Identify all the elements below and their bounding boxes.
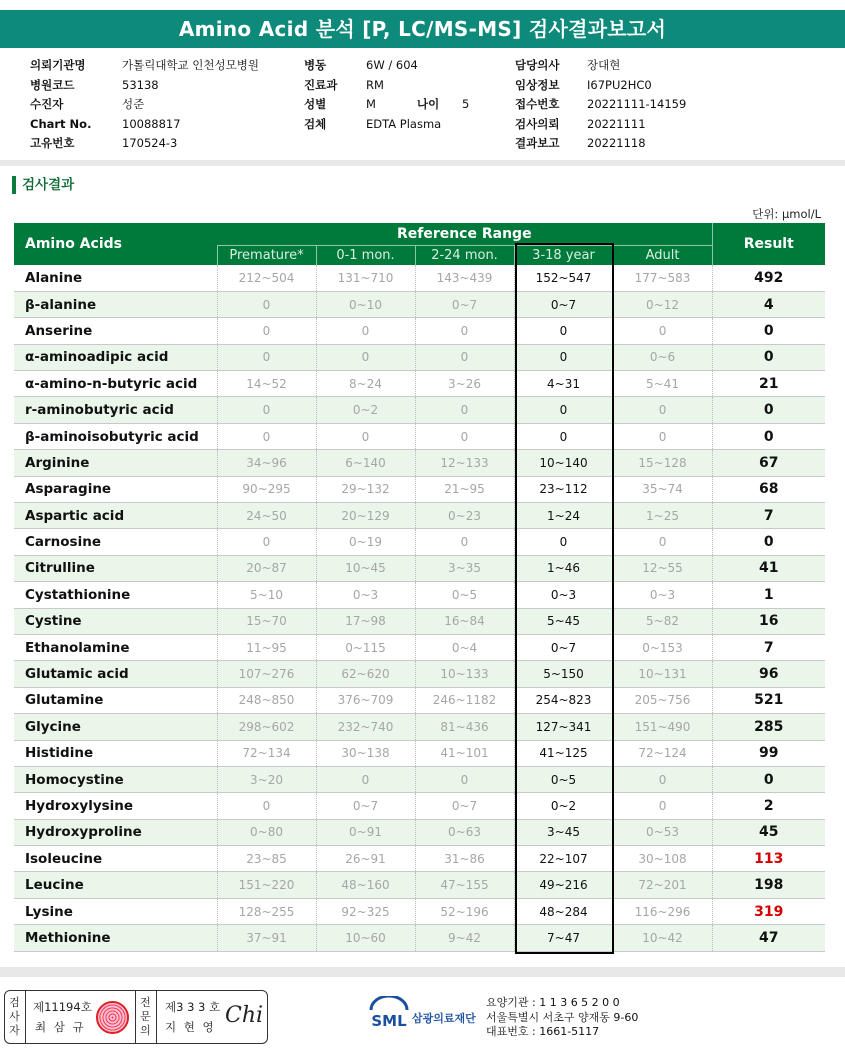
result-value: 7 <box>712 503 825 529</box>
reference-range-cell: 246~1182 <box>415 687 514 713</box>
reference-range-cell: 205~756 <box>613 687 712 713</box>
reference-range-cell: 81~436 <box>415 714 514 740</box>
amino-acid-name: Histidine <box>14 740 217 766</box>
seal-stamp-icon <box>96 1001 129 1034</box>
reference-range-cell: 0 <box>415 397 514 423</box>
table-row <box>14 423 825 449</box>
result-value: 0 <box>712 529 825 555</box>
reference-range-cell: 10~131 <box>613 661 712 687</box>
reference-range-cell: 0 <box>415 344 514 370</box>
reference-range-cell: 0~7 <box>415 793 514 819</box>
reference-range-cell: 21~95 <box>415 476 514 502</box>
reference-range-cell: 0 <box>217 318 316 344</box>
result-value: 285 <box>712 714 825 740</box>
info-value: 20221111 <box>587 116 646 131</box>
info-row <box>515 56 621 76</box>
reference-range-cell: 0 <box>613 793 712 819</box>
amino-acid-name: Methionine <box>14 925 217 951</box>
table-row <box>14 898 825 924</box>
info-label: 담당의사 <box>515 58 560 72</box>
reference-range-cell: 0~7 <box>415 291 514 317</box>
reference-range-cell: 0~7 <box>514 291 613 317</box>
info-row <box>30 115 181 135</box>
reference-range-cell: 0~80 <box>217 819 316 845</box>
reference-range-cell: 0 <box>217 423 316 449</box>
reference-range-cell: 41~101 <box>415 740 514 766</box>
specialist-license: 제3 3 3 호 <box>165 1000 221 1014</box>
examiner-label: 검사자 <box>9 996 20 1037</box>
reference-range-cell: 0~4 <box>415 634 514 660</box>
info-value: 10088817 <box>122 116 181 131</box>
report-title: Amino Acid 분석 [P, LC/MS-MS] 검사결과보고서 <box>0 10 845 48</box>
result-value: 68 <box>712 476 825 502</box>
reference-range-cell: 0 <box>415 423 514 449</box>
reference-range-cell: 0 <box>514 344 613 370</box>
reference-range-cell: 0 <box>613 529 712 555</box>
divider-band <box>0 160 845 166</box>
reference-range-cell: 0 <box>316 318 415 344</box>
patient-info <box>0 56 845 156</box>
reference-range-cell: 48~160 <box>316 872 415 898</box>
reference-range-cell: 116~296 <box>613 898 712 924</box>
info-label: 검사의뢰 <box>515 116 560 131</box>
reference-range-cell: 20~87 <box>217 555 316 581</box>
info-value: 53138 <box>122 77 159 92</box>
reference-range-cell: 34~96 <box>217 450 316 476</box>
info-row <box>30 134 178 154</box>
table-row <box>14 819 825 845</box>
amino-acid-results-table <box>14 223 825 952</box>
table-row <box>14 291 825 317</box>
info-label: 수진자 <box>30 97 64 111</box>
amino-acid-name: Arginine <box>14 450 217 476</box>
reference-range-cell: 0~19 <box>316 529 415 555</box>
amino-acid-name: Glycine <box>14 714 217 740</box>
reference-range-cell: 0 <box>613 397 712 423</box>
amino-acid-name: Homocystine <box>14 766 217 792</box>
info-row <box>30 56 259 76</box>
reference-range-cell: 48~284 <box>514 898 613 924</box>
amino-acid-name: β-aminoisobutyric acid <box>14 423 217 449</box>
amino-acid-name: α-aminoadipic acid <box>14 344 217 370</box>
reference-range-cell: 35~74 <box>613 476 712 502</box>
reference-range-cell: 10~45 <box>316 555 415 581</box>
institution-address <box>486 996 638 1040</box>
reference-range-cell: 0 <box>217 397 316 423</box>
reference-range-cell: 0 <box>316 766 415 792</box>
reference-range-cell: 0~3 <box>613 582 712 608</box>
range-header-0-1-mon: 0-1 mon. <box>316 245 415 265</box>
reference-range-cell: 151~490 <box>613 714 712 740</box>
amino-acid-name: Anserine <box>14 318 217 344</box>
amino-acid-name: Isoleucine <box>14 846 217 872</box>
table-row <box>14 661 825 687</box>
info-value: 20221118 <box>587 136 646 150</box>
reference-range-cell: 107~276 <box>217 661 316 687</box>
unit-label: 단위: μmol/L <box>752 207 821 221</box>
reference-range-cell: 0 <box>415 529 514 555</box>
result-header: Result <box>712 223 825 265</box>
reference-range-cell: 0~12 <box>613 291 712 317</box>
info-label: 접수번호 <box>515 97 560 111</box>
table-row <box>14 318 825 344</box>
reference-range-cell: 3~45 <box>514 819 613 845</box>
reference-range-cell: 1~25 <box>613 503 712 529</box>
result-value: 0 <box>712 766 825 792</box>
result-value: 0 <box>712 423 825 449</box>
table-row <box>14 265 825 291</box>
table-row <box>14 450 825 476</box>
addr-line: 대표번호 : 1661-5117 <box>486 1025 600 1038</box>
reference-range-cell: 152~547 <box>514 265 613 291</box>
table-row <box>14 766 825 792</box>
section-title: 검사결과 <box>12 176 74 194</box>
reference-range-cell: 1~24 <box>514 503 613 529</box>
info-value: 170524-3 <box>122 136 178 150</box>
amino-acid-name: Glutamic acid <box>14 661 217 687</box>
amino-acid-name: β-alanine <box>14 291 217 317</box>
reference-range-cell: 0 <box>514 318 613 344</box>
table-row <box>14 925 825 951</box>
range-header-3-18-year: 3-18 year <box>514 245 613 265</box>
info-value: 성준 <box>122 97 145 111</box>
amino-acid-name: Alanine <box>14 265 217 291</box>
reference-range-cell: 0 <box>217 529 316 555</box>
info-row <box>304 115 442 135</box>
examiner-license: 제11194호 <box>33 1000 92 1014</box>
amino-acid-name: Citrulline <box>14 555 217 581</box>
result-value: 0 <box>712 318 825 344</box>
reference-range-cell: 0~2 <box>514 793 613 819</box>
result-value: 0 <box>712 344 825 370</box>
reference-range-cell: 0 <box>217 344 316 370</box>
info-label: 병동 <box>304 58 327 72</box>
result-value: 0 <box>712 397 825 423</box>
reference-range-cell: 0 <box>217 291 316 317</box>
reference-range-cell: 0~5 <box>514 766 613 792</box>
reference-range-cell: 0~53 <box>613 819 712 845</box>
reference-range-cell: 127~341 <box>514 714 613 740</box>
info-label: 병원코드 <box>30 77 75 92</box>
reference-range-cell: 10~140 <box>514 450 613 476</box>
info-column-left <box>30 56 259 154</box>
amino-acid-name: Leucine <box>14 872 217 898</box>
amino-acid-name: Ethanolamine <box>14 634 217 660</box>
info-row <box>304 56 418 76</box>
reference-range-cell: 3~35 <box>415 555 514 581</box>
amino-acid-name: Cystathionine <box>14 582 217 608</box>
info-value: 20221111-14159 <box>587 97 687 111</box>
amino-acid-name: Aspartic acid <box>14 503 217 529</box>
reference-range-cell: 11~95 <box>217 634 316 660</box>
result-value: 99 <box>712 740 825 766</box>
table-row <box>14 344 825 370</box>
age-label: 나이 <box>417 97 440 111</box>
table-row <box>14 793 825 819</box>
info-row <box>30 95 145 115</box>
reference-range-cell: 128~255 <box>217 898 316 924</box>
reference-range-cell: 47~155 <box>415 872 514 898</box>
amino-acid-name: Cystine <box>14 608 217 634</box>
info-row <box>515 95 687 115</box>
amino-acid-name: Hydroxylysine <box>14 793 217 819</box>
reference-range-cell: 5~45 <box>514 608 613 634</box>
results-body <box>14 265 825 951</box>
table-row <box>14 740 825 766</box>
info-label: 의뢰기관명 <box>30 58 86 72</box>
reference-range-cell: 16~84 <box>415 608 514 634</box>
institution-name: 삼광의료재단 <box>412 1012 476 1025</box>
specialist-name: 지 현 영 <box>165 1020 216 1034</box>
reference-range-cell: 0 <box>316 423 415 449</box>
reference-range-cell: 30~138 <box>316 740 415 766</box>
examiner-name: 최 삼 규 <box>35 1020 86 1034</box>
reference-range-cell: 7~47 <box>514 925 613 951</box>
reference-range-cell: 26~91 <box>316 846 415 872</box>
result-value: 45 <box>712 819 825 845</box>
info-column-right <box>515 56 687 154</box>
reference-range-cell: 151~220 <box>217 872 316 898</box>
reference-range-cell: 22~107 <box>514 846 613 872</box>
reference-range-cell: 31~86 <box>415 846 514 872</box>
reference-range-cell: 30~108 <box>613 846 712 872</box>
table-row <box>14 608 825 634</box>
reference-range-cell: 0 <box>613 766 712 792</box>
reference-range-cell: 72~201 <box>613 872 712 898</box>
reference-range-cell: 17~98 <box>316 608 415 634</box>
reference-range-cell: 15~70 <box>217 608 316 634</box>
table-row <box>14 476 825 502</box>
reference-range-cell: 248~850 <box>217 687 316 713</box>
reference-range-cell: 3~26 <box>415 371 514 397</box>
reference-range-cell: 0~63 <box>415 819 514 845</box>
info-label: 고유번호 <box>30 136 75 150</box>
reference-range-header: Reference Range <box>217 223 712 245</box>
reference-range-cell: 92~325 <box>316 898 415 924</box>
reference-range-cell: 49~216 <box>514 872 613 898</box>
result-value: 67 <box>712 450 825 476</box>
reference-range-cell: 0~3 <box>316 582 415 608</box>
reference-range-cell: 3~20 <box>217 766 316 792</box>
table-row <box>14 634 825 660</box>
info-row <box>304 95 470 115</box>
amino-acid-name: α-amino-n-butyric acid <box>14 371 217 397</box>
reference-range-cell: 14~52 <box>217 371 316 397</box>
result-value: 113 <box>712 846 825 872</box>
table-row <box>14 529 825 555</box>
reference-range-cell: 23~85 <box>217 846 316 872</box>
reference-range-cell: 0~7 <box>514 634 613 660</box>
result-value: 7 <box>712 634 825 660</box>
reference-range-cell: 0 <box>613 423 712 449</box>
result-value: 4 <box>712 291 825 317</box>
reference-range-cell: 298~602 <box>217 714 316 740</box>
info-value: I67PU2HC0 <box>587 77 652 92</box>
info-row <box>515 115 646 135</box>
reference-range-cell: 6~140 <box>316 450 415 476</box>
reference-range-cell: 0~23 <box>415 503 514 529</box>
reference-range-cell: 90~295 <box>217 476 316 502</box>
reference-range-cell: 10~60 <box>316 925 415 951</box>
amino-acid-name: Hydroxyproline <box>14 819 217 845</box>
reference-range-cell: 41~125 <box>514 740 613 766</box>
info-row <box>30 76 159 96</box>
info-value: EDTA Plasma <box>366 116 442 131</box>
reference-range-cell: 1~46 <box>514 555 613 581</box>
reference-range-cell: 72~134 <box>217 740 316 766</box>
reference-range-cell: 12~55 <box>613 555 712 581</box>
result-value: 319 <box>712 898 825 924</box>
result-value: 41 <box>712 555 825 581</box>
reference-range-cell: 254~823 <box>514 687 613 713</box>
reference-range-cell: 10~42 <box>613 925 712 951</box>
result-value: 21 <box>712 371 825 397</box>
info-value: M <box>366 97 376 111</box>
result-value: 47 <box>712 925 825 951</box>
range-header-2-24-mon: 2-24 mon. <box>415 245 514 265</box>
reference-range-cell: 37~91 <box>217 925 316 951</box>
reference-range-cell: 0~10 <box>316 291 415 317</box>
info-value: 가톨릭대학교 인천성모병원 <box>122 58 259 72</box>
info-value: 장대현 <box>587 58 621 72</box>
age-value: 5 <box>462 97 470 111</box>
signature-separator <box>25 991 26 1043</box>
specialist-label: 전문의 <box>140 996 151 1037</box>
reference-range-cell: 0 <box>613 318 712 344</box>
reference-range-cell: 0 <box>217 793 316 819</box>
result-value: 2 <box>712 793 825 819</box>
info-row <box>515 76 652 96</box>
reference-range-cell: 5~150 <box>514 661 613 687</box>
amino-acid-name: Glutamine <box>14 687 217 713</box>
reference-range-cell: 24~50 <box>217 503 316 529</box>
table-row <box>14 371 825 397</box>
reference-range-cell: 0~2 <box>316 397 415 423</box>
signature-separator <box>156 991 157 1043</box>
reference-range-cell: 376~709 <box>316 687 415 713</box>
info-value: 6W / 604 <box>366 58 418 72</box>
amino-acid-name: Carnosine <box>14 529 217 555</box>
reference-range-cell: 0~5 <box>415 582 514 608</box>
info-label: 결과보고 <box>515 136 560 150</box>
table-row <box>14 687 825 713</box>
reference-range-cell: 10~133 <box>415 661 514 687</box>
info-label: 진료과 <box>304 77 338 92</box>
reference-range-cell: 0 <box>514 423 613 449</box>
reference-range-cell: 0~6 <box>613 344 712 370</box>
table-row <box>14 714 825 740</box>
reference-range-cell: 5~41 <box>613 371 712 397</box>
footer-divider-band <box>0 967 845 977</box>
result-value: 198 <box>712 872 825 898</box>
range-header-premature: Premature* <box>217 245 316 265</box>
reference-range-cell: 5~82 <box>613 608 712 634</box>
reference-range-cell: 4~31 <box>514 371 613 397</box>
reference-range-cell: 0~153 <box>613 634 712 660</box>
reference-range-cell: 212~504 <box>217 265 316 291</box>
amino-acid-name: Asparagine <box>14 476 217 502</box>
reference-range-cell: 232~740 <box>316 714 415 740</box>
info-label: 검체 <box>304 116 327 131</box>
table-row <box>14 582 825 608</box>
reference-range-cell: 0 <box>415 318 514 344</box>
result-value: 521 <box>712 687 825 713</box>
reference-range-cell: 12~133 <box>415 450 514 476</box>
signature-separator <box>135 991 136 1043</box>
amino-acid-name: r-aminobutyric acid <box>14 397 217 423</box>
table-row <box>14 555 825 581</box>
result-value: 16 <box>712 608 825 634</box>
addr-line: 요양기관 : 1 1 3 6 5 2 0 0 <box>486 996 620 1009</box>
table-row <box>14 872 825 898</box>
amino-acids-header: Amino Acids <box>14 223 217 265</box>
reference-range-cell: 62~620 <box>316 661 415 687</box>
reference-range-cell: 0 <box>316 344 415 370</box>
reference-range-cell: 0 <box>514 529 613 555</box>
result-value: 96 <box>712 661 825 687</box>
addr-line: 서울특별시 서초구 양재동 9-60 <box>486 1010 639 1024</box>
table-row <box>14 846 825 872</box>
table-row <box>14 503 825 529</box>
reference-range-cell: 52~196 <box>415 898 514 924</box>
reference-range-cell: 0~7 <box>316 793 415 819</box>
amino-acid-name: Lysine <box>14 898 217 924</box>
info-value: RM <box>366 77 384 92</box>
handwritten-signature: Chi <box>225 1003 264 1028</box>
info-row <box>304 76 384 96</box>
info-row <box>515 134 646 154</box>
reference-range-cell: 9~42 <box>415 925 514 951</box>
reference-range-cell: 0~91 <box>316 819 415 845</box>
info-label: Chart No. <box>30 116 92 131</box>
reference-range-cell: 29~132 <box>316 476 415 502</box>
signature-box <box>4 990 268 1044</box>
result-value: 1 <box>712 582 825 608</box>
reference-range-cell: 15~128 <box>613 450 712 476</box>
reference-range-cell: 0 <box>514 397 613 423</box>
reference-range-cell: 72~124 <box>613 740 712 766</box>
reference-range-cell: 131~710 <box>316 265 415 291</box>
reference-range-cell: 0~3 <box>514 582 613 608</box>
sml-logo-icon <box>365 996 413 1036</box>
reference-range-cell: 177~583 <box>613 265 712 291</box>
reference-range-cell: 143~439 <box>415 265 514 291</box>
range-header-adult: Adult <box>613 245 712 265</box>
logo-mark-text: SML <box>371 1012 407 1030</box>
info-label: 임상정보 <box>515 77 560 92</box>
reference-range-cell: 5~10 <box>217 582 316 608</box>
info-column-middle <box>304 56 470 134</box>
reference-range-cell: 8~24 <box>316 371 415 397</box>
reference-range-cell: 0~115 <box>316 634 415 660</box>
info-label: 성별 <box>304 97 327 111</box>
table-row <box>14 397 825 423</box>
reference-range-cell: 0 <box>415 766 514 792</box>
result-value: 492 <box>712 265 825 291</box>
reference-range-cell: 20~129 <box>316 503 415 529</box>
reference-range-cell: 23~112 <box>514 476 613 502</box>
